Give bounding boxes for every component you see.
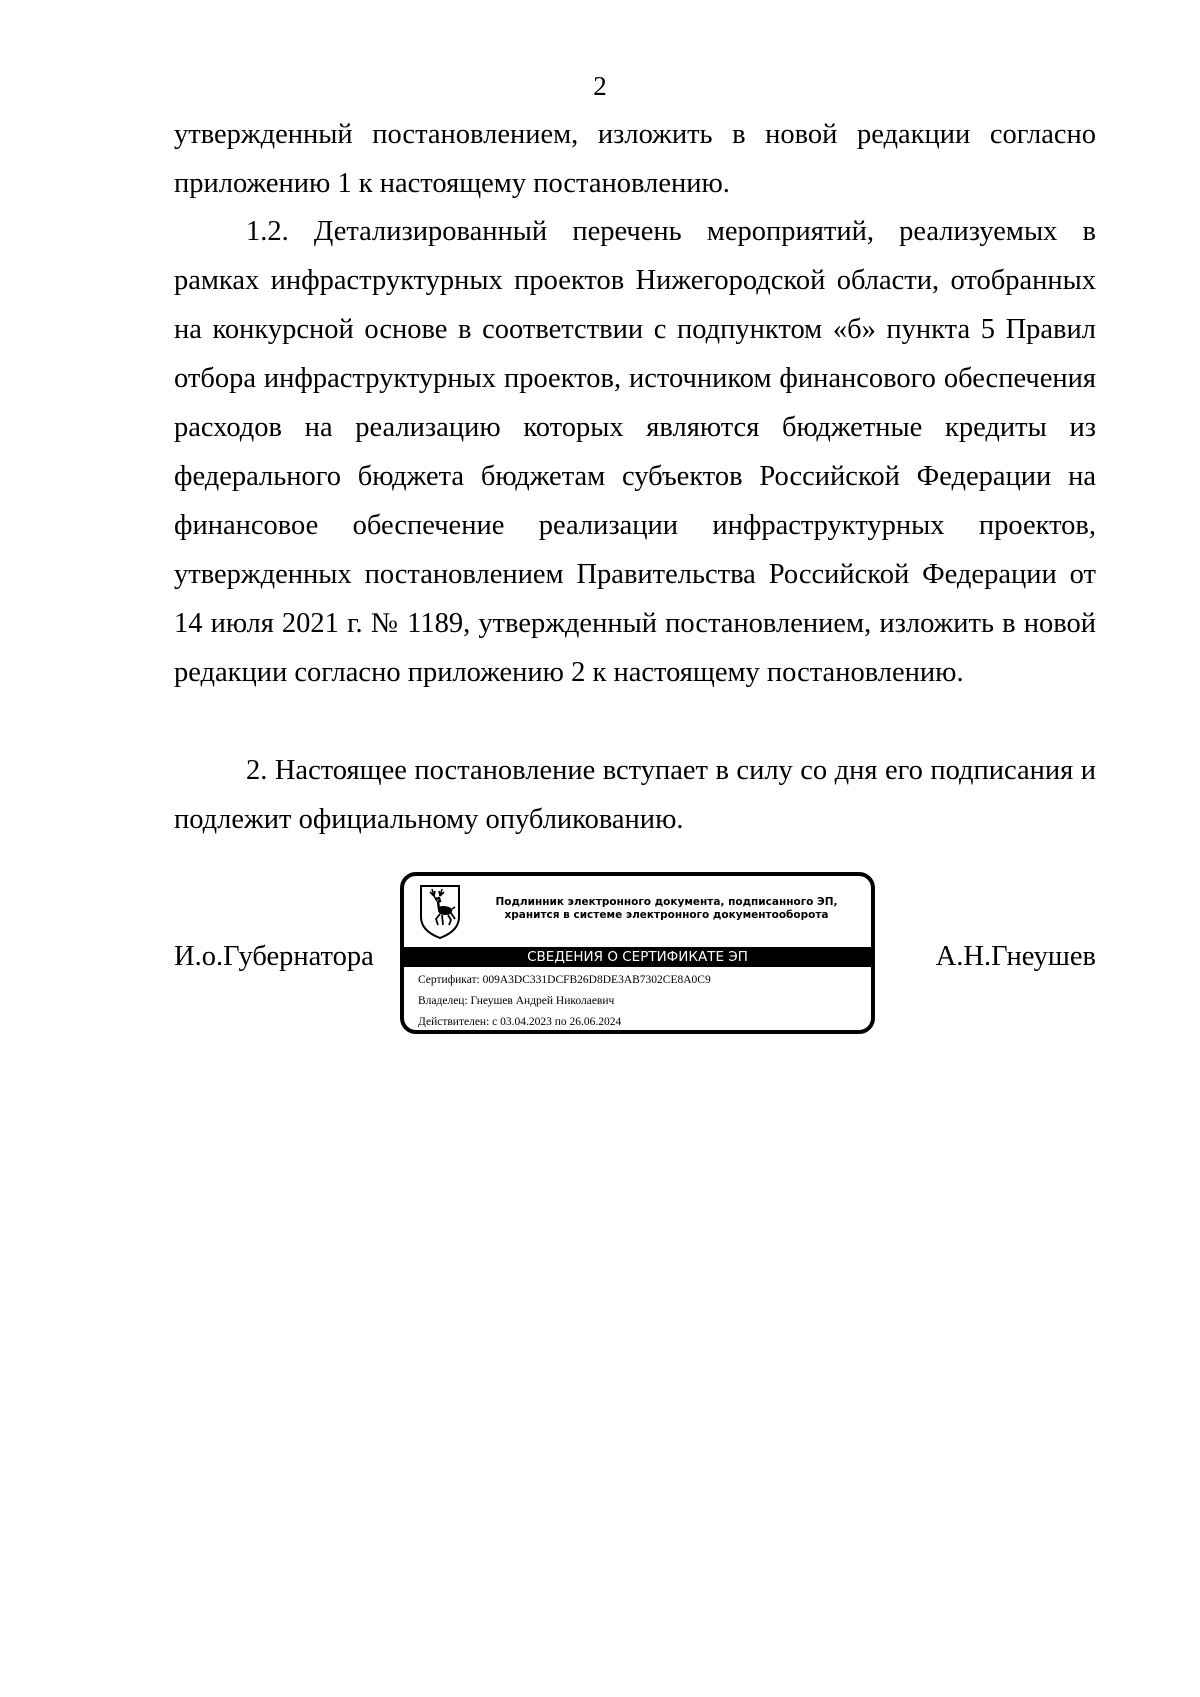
paragraph-2-text: 1.2. Детализированный перечень мероприятий, реализуемых в рамках инфраструктурных проектов Нижегородской области, отобранных на конкурсной основе в соответствии с подпунктом «б» пункта 5 Правил отбора инфраструктурных проектов, источником финансового обеспечения расходов на реализацию которых являются бюджетные кредиты из федерального бюджета бюджетам субъектов Российской Федерации на финансовое обеспечение реализации инфраструктурных проектов, утвержденных постановлением Правительства Российской Федерации от 14 июля 2021 г. № 1189, утвержденный постановлением, изложить в новой редакции согласно приложению 2 к настоящему постановлению.: [174, 216, 1096, 688]
stamp-title-bar: СВЕДЕНИЯ О СЕРТИФИКАТЕ ЭП: [404, 947, 871, 967]
paragraph-1: [174, 110, 1096, 208]
stamp-header-text: [468, 896, 865, 922]
stamp-header-line-2: хранится в системе электронного документооборота: [504, 909, 829, 921]
deer-coat-of-arms-icon: [418, 883, 462, 939]
paragraph-3-text: 2. Настоящее постановление вступает в силу со дня его подписания и подлежит официальному опубликованию.: [174, 755, 1096, 835]
signatory-name: А.Н.Гнеушев: [935, 941, 1096, 972]
paragraph-3: [174, 746, 1096, 844]
stamp-header: [404, 876, 871, 949]
stamp-certificate-number: Сертификат: 009A3DC331DCFB26D8DE3AB7302CE8A0C9: [418, 974, 711, 986]
stamp-certificate-details: [418, 970, 711, 1033]
paragraph-1-text: утвержденный постановлением, изложить в новой редакции согласно приложению 1 к настоящему постановлению.: [174, 119, 1096, 199]
signatory-position: И.о.Губернатора: [174, 941, 374, 972]
electronic-signature-stamp: [400, 872, 875, 1034]
paragraph-2: [174, 207, 1096, 697]
stamp-owner: Владелец: Гнеушев Андрей Николаевич: [418, 995, 615, 1007]
stamp-header-line-1: Подлинник электронного документа, подписанного ЭП,: [495, 896, 838, 908]
page-number: 2: [593, 71, 607, 101]
stamp-validity: Действителен: с 03.04.2023 по 26.06.2024: [418, 1016, 622, 1028]
